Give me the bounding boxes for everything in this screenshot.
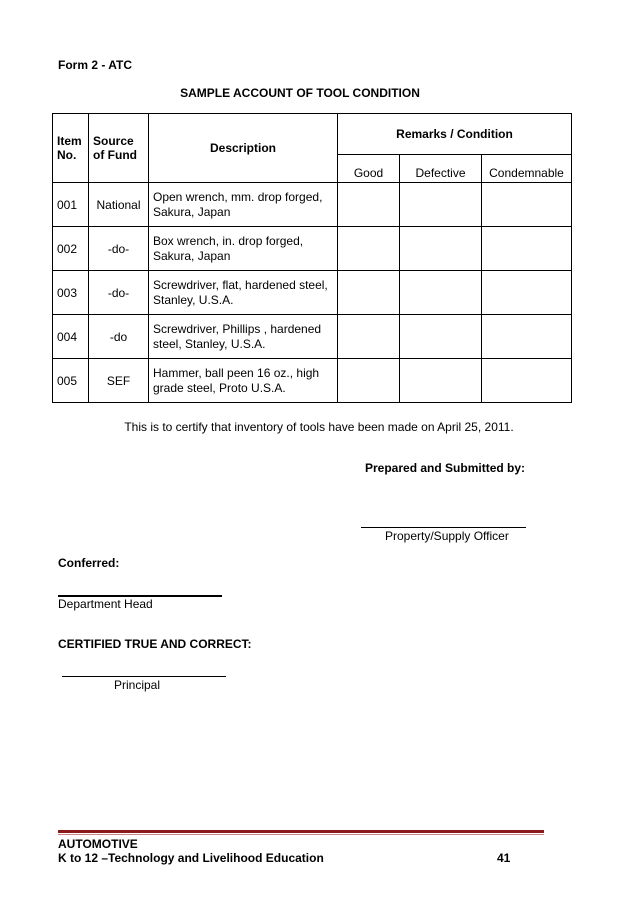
principal-signature-line bbox=[62, 676, 226, 677]
footer-divider bbox=[58, 830, 544, 833]
header-item-no: Item No. bbox=[53, 114, 89, 183]
item-no-cell: 005 bbox=[53, 359, 89, 403]
good-cell bbox=[338, 183, 400, 227]
description-cell: Open wrench, mm. drop forged, Sakura, Japan bbox=[149, 183, 338, 227]
condemnable-cell bbox=[482, 183, 572, 227]
good-cell bbox=[338, 227, 400, 271]
description-cell: Box wrench, in. drop forged, Sakura, Japan bbox=[149, 227, 338, 271]
footer-subject: AUTOMOTIVE bbox=[58, 837, 138, 851]
footer-divider-thin bbox=[58, 834, 544, 835]
item-no-cell: 003 bbox=[53, 271, 89, 315]
department-head-title: Department Head bbox=[58, 597, 153, 611]
defective-cell bbox=[400, 271, 482, 315]
condemnable-cell bbox=[482, 315, 572, 359]
certified-label: CERTIFIED TRUE AND CORRECT: bbox=[58, 637, 252, 651]
item-no-cell: 004 bbox=[53, 315, 89, 359]
table-row bbox=[53, 227, 572, 271]
source-cell: National bbox=[89, 183, 149, 227]
form-label: Form 2 - ATC bbox=[58, 58, 132, 72]
header-remarks-condition: Remarks / Condition bbox=[338, 114, 572, 155]
source-cell: -do bbox=[89, 315, 149, 359]
table-header-row bbox=[53, 114, 572, 155]
table-row bbox=[53, 271, 572, 315]
header-good: Good bbox=[338, 155, 400, 183]
header-defective: Defective bbox=[400, 155, 482, 183]
table-row bbox=[53, 183, 572, 227]
conferred-label: Conferred: bbox=[58, 556, 120, 570]
principal-title: Principal bbox=[114, 678, 161, 692]
defective-cell bbox=[400, 183, 482, 227]
condemnable-cell bbox=[482, 227, 572, 271]
footer-course: K to 12 –Technology and Livelihood Education bbox=[58, 851, 324, 865]
defective-cell bbox=[400, 359, 482, 403]
source-cell: SEF bbox=[89, 359, 149, 403]
page-number: 41 bbox=[497, 851, 511, 865]
header-condemnable: Condemnable bbox=[482, 155, 572, 183]
good-cell bbox=[338, 315, 400, 359]
certification-statement: This is to certify that inventory of tools have been made on April 25, 2011. bbox=[124, 420, 514, 434]
description-cell: Hammer, ball peen 16 oz., high grade steel, Proto U.S.A. bbox=[149, 359, 338, 403]
source-cell: -do- bbox=[89, 227, 149, 271]
table-row bbox=[53, 315, 572, 359]
description-cell: Screwdriver, Phillips , hardened steel, Stanley, U.S.A. bbox=[149, 315, 338, 359]
item-no-cell: 002 bbox=[53, 227, 89, 271]
good-cell bbox=[338, 271, 400, 315]
prepared-by-label: Prepared and Submitted by: bbox=[365, 461, 526, 475]
source-cell: -do- bbox=[89, 271, 149, 315]
header-source-of-fund: Source of Fund bbox=[89, 114, 149, 183]
good-cell bbox=[338, 359, 400, 403]
table-row bbox=[53, 359, 572, 403]
officer-title: Property/Supply Officer bbox=[385, 529, 509, 543]
document-title: SAMPLE ACCOUNT OF TOOL CONDITION bbox=[180, 86, 420, 100]
item-no-cell: 001 bbox=[53, 183, 89, 227]
defective-cell bbox=[400, 227, 482, 271]
officer-signature-line bbox=[361, 527, 526, 528]
condemnable-cell bbox=[482, 359, 572, 403]
description-cell: Screwdriver, flat, hardened steel, Stanley, U.S.A. bbox=[149, 271, 338, 315]
tool-condition-table bbox=[52, 113, 572, 403]
defective-cell bbox=[400, 315, 482, 359]
condemnable-cell bbox=[482, 271, 572, 315]
header-description: Description bbox=[149, 114, 338, 183]
